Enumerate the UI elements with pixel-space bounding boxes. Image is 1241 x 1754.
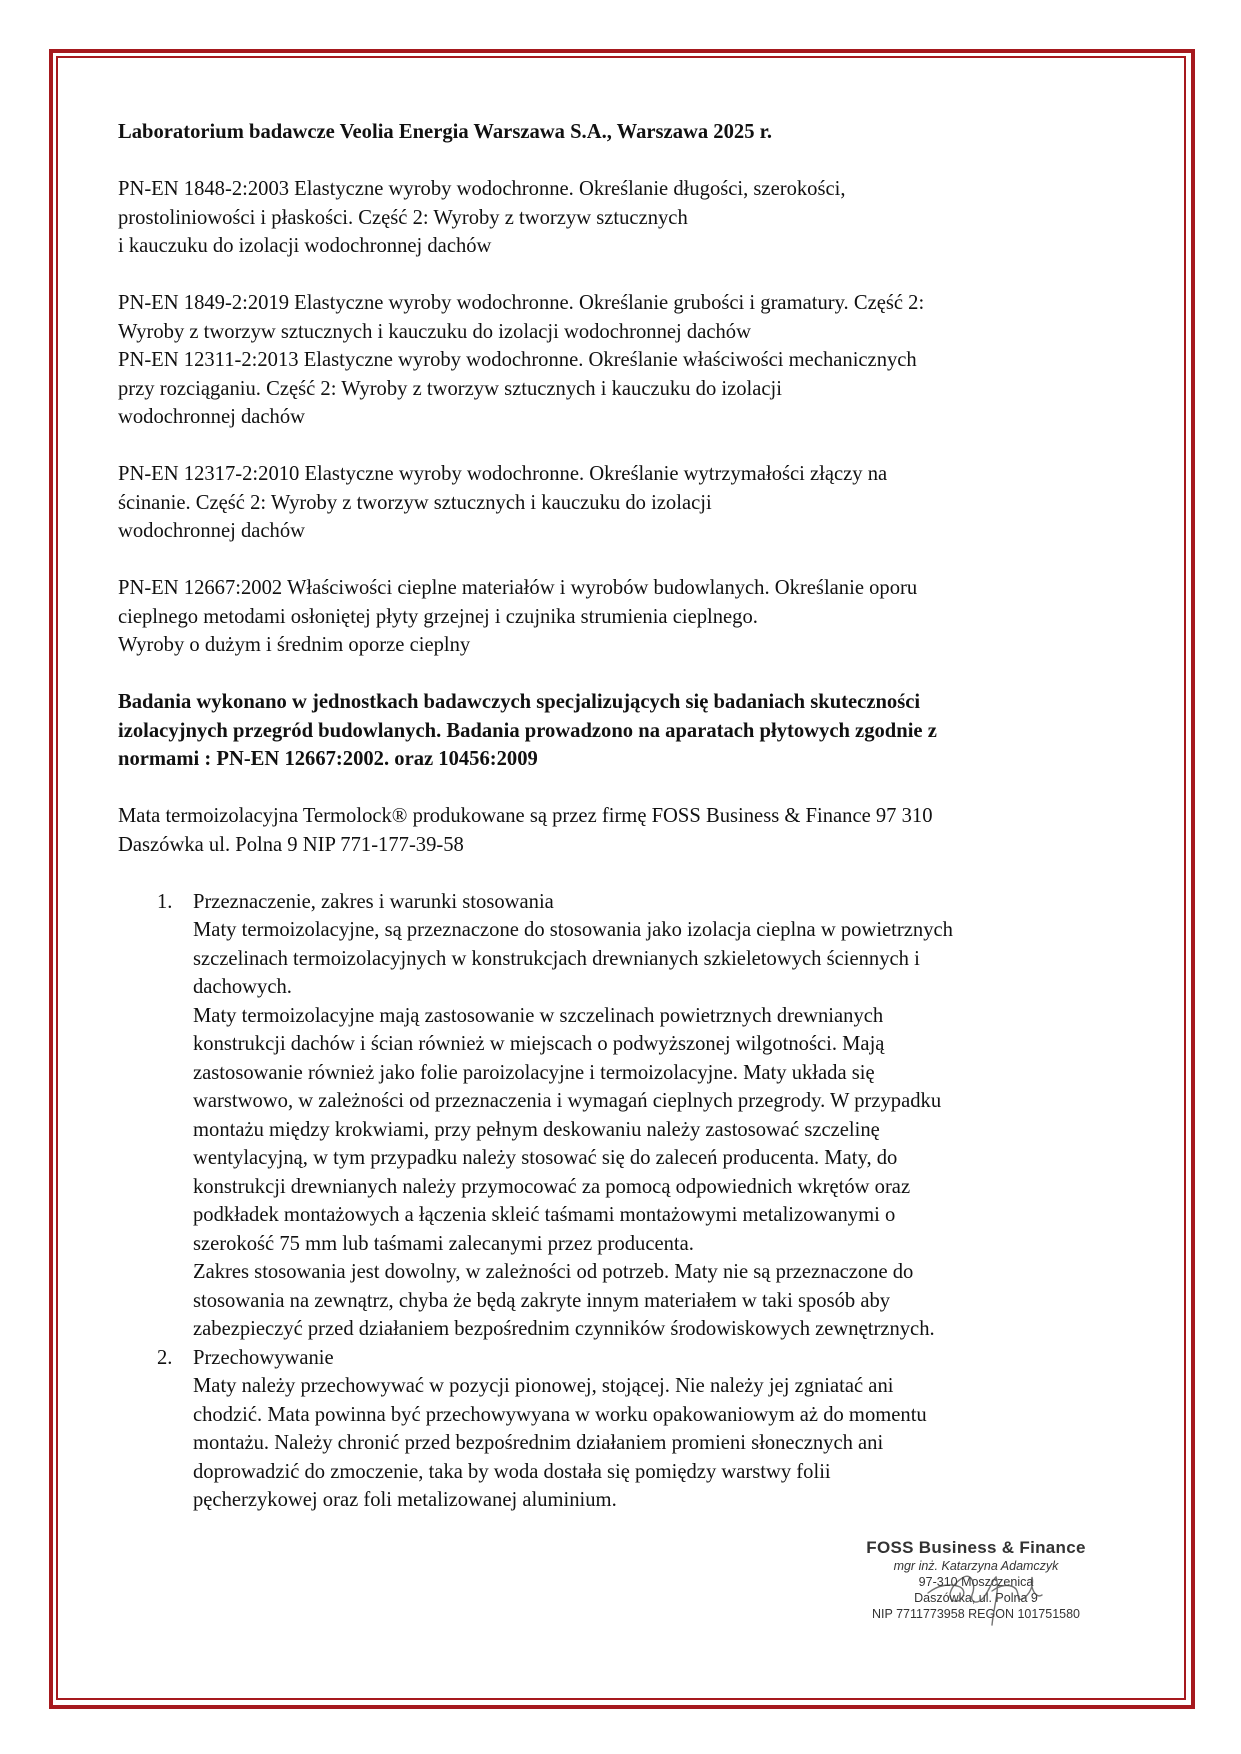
- section-line: szczelinach termoizolacyjnych w konstrukcjach drewnianych szkieletowych ściennych i: [193, 947, 920, 970]
- research-line: normami : PN-EN 12667:2002. oraz 10456:2009: [118, 748, 538, 770]
- standard-block: [118, 289, 1128, 346]
- section-line: montażu. Należy chronić przed bezpośrednim działaniem promieni słonecznych ani: [193, 1432, 884, 1454]
- section-item: [118, 1344, 1128, 1515]
- standard-line: PN-EN 1849-2:2019 Elastyczne wyroby wodochronne. Określanie grubości i gramatury. Część 2:: [118, 292, 925, 314]
- sections-list: [118, 888, 1128, 1515]
- section-line: dachowych.: [193, 976, 292, 998]
- section-line: zabezpieczyć przed działaniem bezpośrednim czynników środowiskowych zewnętrznych.: [193, 1318, 935, 1340]
- standard-line: wodochronnej dachów: [118, 520, 306, 542]
- section-line: podkładek montażowych a łączenia skleić taśmami montażowymi metalizowanymi o: [193, 1204, 896, 1226]
- section-title: Przechowywanie: [193, 1346, 334, 1369]
- section-line: chodzić. Mata powinna być przechowywyana w worku opakowaniowym aż do momentu: [193, 1403, 927, 1426]
- spacer: [118, 859, 1128, 888]
- stamp-company: FOSS Business & Finance: [866, 1538, 1086, 1557]
- section-line: warstwowo, w zależności od przeznaczenia i wymagań cieplnych przegrody. W przypadku: [193, 1090, 942, 1112]
- standard-line: cieplnego metodami osłoniętej płyty grzejnej i czujnika strumienia cieplnego.: [118, 605, 758, 628]
- research-statement: [118, 688, 1128, 774]
- document-body: [118, 118, 1128, 1515]
- manufacturer-line: Mata termoizolacyjna Termolock® produkowane są przez firmę FOSS Business & Finance 97 310: [118, 805, 933, 827]
- stamp-postal: 97-310 Moszczenica: [918, 1575, 1034, 1589]
- stamp-ids: NIP 7711773958 REGON 101751580: [871, 1607, 1081, 1621]
- section-number: 2.: [157, 1346, 173, 1369]
- standard-line: Wyroby z tworzyw sztucznych i kauczuku do izolacji wodochronnej dachów: [118, 320, 751, 343]
- standard-line: przy rozciąganiu. Część 2: Wyroby z tworzyw sztucznych i kauczuku do izolacji: [118, 377, 782, 400]
- standard-line: PN-EN 1848-2:2003 Elastyczne wyroby wodochronne. Określanie długości, szerokości,: [118, 178, 846, 200]
- section-line: Maty termoizolacyjne mają zastosowanie w szczelinach powietrznych drewnianych: [193, 1004, 884, 1027]
- standard-line: ścinanie. Część 2: Wyroby z tworzyw sztucznych i kauczuku do izolacji: [118, 491, 712, 514]
- section-line: doprowadzić do zmoczenie, taka by woda dostała się pomiędzy warstwy folii: [193, 1460, 831, 1483]
- document-heading: Laboratorium badawcze Veolia Energia Warszawa S.A., Warszawa 2025 r.: [118, 121, 773, 143]
- standard-line: Wyroby o dużym i średnim oporze cieplny: [118, 634, 471, 656]
- standard-line: PN-EN 12317-2:2010 Elastyczne wyroby wodochronne. Określanie wytrzymałości złączy na: [118, 463, 888, 485]
- section-line: szerokość 75 mm lub taśmami zalecanymi przez producenta.: [193, 1232, 694, 1255]
- spacer: [118, 660, 1128, 689]
- company-stamp: [852, 1538, 1100, 1622]
- spacer: [118, 774, 1128, 803]
- standard-block: [118, 574, 1128, 660]
- standard-line: PN-EN 12311-2:2013 Elastyczne wyroby wodochronne. Określanie właściwości mechanicznych: [118, 349, 917, 371]
- section-title: Przeznaczenie, zakres i warunki stosowania: [193, 890, 554, 913]
- section-line: stosowania na zewnątrz, chyba że będą zakryte innym materiałem w taki sposób aby: [193, 1289, 891, 1312]
- manufacturer-info: [118, 802, 1128, 859]
- research-line: izolacyjnych przegród budowlanych. Badania prowadzono na aparatach płytowych zgodnie z: [118, 719, 937, 742]
- section-line: konstrukcji drewnianych należy przymocować za pomocą odpowiednich wkrętów oraz: [193, 1175, 911, 1198]
- standard-line: wodochronnej dachów: [118, 406, 306, 428]
- standard-block: [118, 460, 1128, 546]
- section-item: [118, 888, 1128, 1344]
- section-line: zastosowanie również jako folie paroizolacyjne i termoizolacyjne. Maty układa się: [193, 1061, 875, 1084]
- section-line: Zakres stosowania jest dowolny, w zależności od potrzeb. Maty nie są przeznaczone do: [193, 1261, 914, 1283]
- standard-line: i kauczuku do izolacji wodochronnej dachów: [118, 235, 492, 257]
- section-line: wentylacyjną, w tym przypadku należy stosować się do zaleceń producenta. Maty, do: [193, 1147, 898, 1169]
- research-line: Badania wykonano w jednostkach badawczych specjalizujących się badaniach skuteczności: [118, 691, 921, 713]
- manufacturer-line: Daszówka ul. Polna 9 NIP 771-177-39-58: [118, 833, 464, 856]
- standard-block: [118, 175, 1128, 261]
- stamp-address: Daszówka, ul. Polna 9: [914, 1591, 1038, 1605]
- section-line: montażu między krokwiami, przy pełnym deskowaniu należy zastosować szczelinę: [193, 1118, 880, 1141]
- section-line: Maty należy przechowywać w pozycji pionowej, stojącej. Nie należy jej zgniatać ani: [193, 1375, 894, 1397]
- spacer: [118, 432, 1128, 461]
- section-line: konstrukcji dachów i ścian również w miejscach o podwyższonej wilgotności. Mają: [193, 1033, 885, 1055]
- standard-block: [118, 346, 1128, 432]
- spacer: [118, 546, 1128, 575]
- spacer: [118, 261, 1128, 290]
- section-line: Maty termoizolacyjne, są przeznaczone do stosowania jako izolacja cieplna w powietrznych: [193, 919, 953, 941]
- spacer: [118, 147, 1128, 176]
- section-number: 1.: [157, 890, 173, 913]
- standard-line: prostoliniowości i płaskości. Część 2: Wyroby z tworzyw sztucznych: [118, 206, 688, 229]
- section-line: pęcherzykowej oraz foli metalizowanej aluminium.: [193, 1489, 617, 1511]
- stamp-person: mgr inż. Katarzyna Adamczyk: [893, 1559, 1059, 1573]
- standard-line: PN-EN 12667:2002 Właściwości cieplne materiałów i wyrobów budowlanych. Określanie oporu: [118, 577, 918, 599]
